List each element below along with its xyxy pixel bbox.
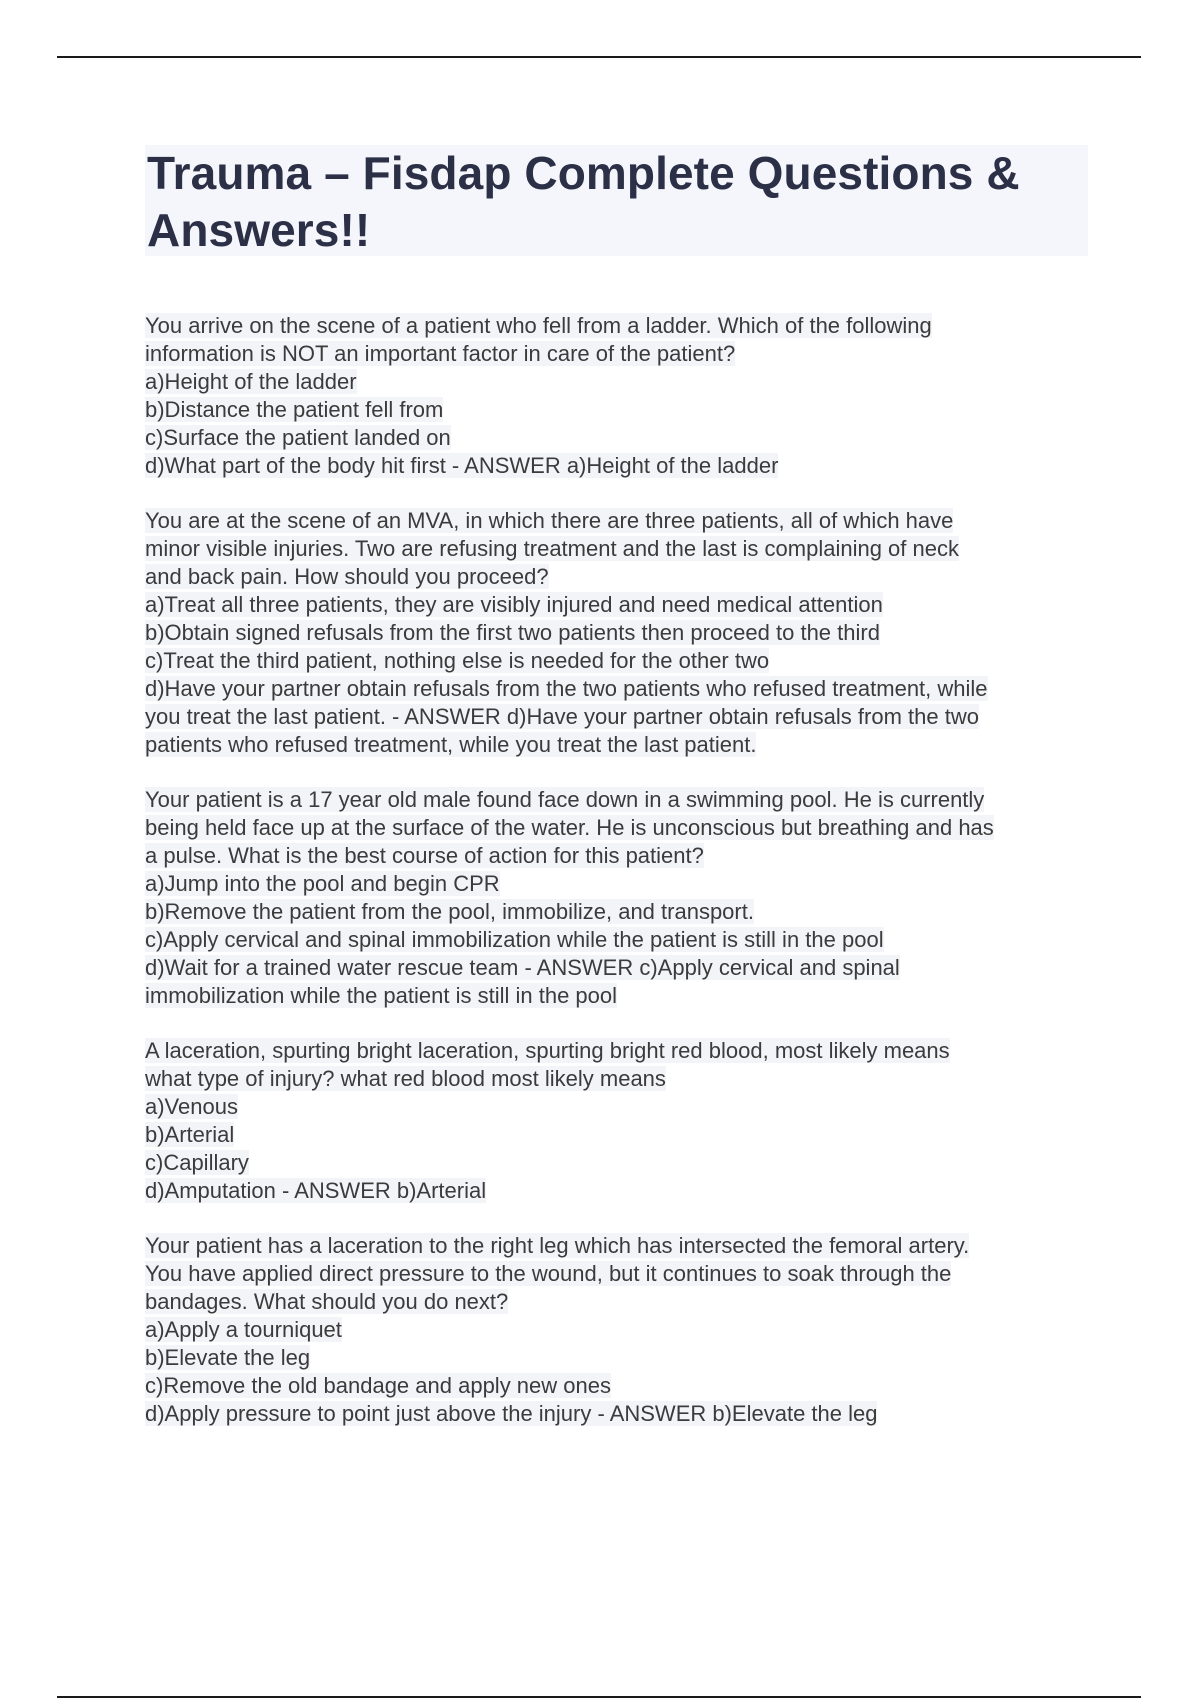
text-line: You are at the scene of an MVA, in which there are three patients, all of which have [145, 508, 954, 533]
text-line: minor visible injuries. Two are refusing treatment and the last is complaining of neck [145, 536, 959, 561]
option-line: b)Obtain signed refusals from the first two patients then proceed to the third [145, 620, 880, 645]
text-line: being held face up at the surface of the water. He is unconscious but breathing and has [145, 815, 994, 840]
top-rule [57, 56, 1141, 58]
text-line: a pulse. What is the best course of action for this patient? [145, 843, 704, 868]
text-line: Your patient has a laceration to the right leg which has intersected the femoral artery. [145, 1233, 970, 1258]
option-line: c)Surface the patient landed on [145, 425, 451, 450]
question-block [145, 786, 1105, 1010]
answer-line: you treat the last patient. - ANSWER d)Have your partner obtain refusals from the two [145, 704, 979, 729]
bottom-rule [57, 1696, 1141, 1698]
option-line: b)Arterial [145, 1122, 235, 1147]
answer-line: d)Apply pressure to point just above the injury - ANSWER b)Elevate the leg [145, 1401, 878, 1426]
question-block [145, 312, 1105, 480]
answer-line: patients who refused treatment, while you treat the last patient. [145, 732, 757, 757]
text-line: You have applied direct pressure to the wound, but it continues to soak through the [145, 1261, 952, 1286]
title-line: Trauma – Fisdap Complete Questions & [147, 147, 1020, 199]
option-line: c)Apply cervical and spinal immobilization while the patient is still in the pool [145, 927, 884, 952]
option-line: b)Remove the patient from the pool, immobilize, and transport. [145, 899, 754, 924]
questions-body [145, 312, 1105, 1455]
answer-line: immobilization while the patient is still in the pool [145, 983, 618, 1008]
answer-line: d)Amputation - ANSWER b)Arterial [145, 1178, 487, 1203]
question-block [145, 507, 1105, 759]
text-line: information is NOT an important factor in care of the patient? [145, 341, 736, 366]
text-line: A laceration, spurting bright laceration, spurting bright red blood, most likely means [145, 1038, 950, 1063]
option-line: a)Jump into the pool and begin CPR [145, 871, 500, 896]
option-line: b)Distance the patient fell from [145, 397, 444, 422]
answer-line: d)What part of the body hit first - ANSWER a)Height of the ladder [145, 453, 779, 478]
option-line: a)Apply a tourniquet [145, 1317, 342, 1342]
text-line: what type of injury? what red blood most likely means [145, 1066, 666, 1091]
text-line: Your patient is a 17 year old male found face down in a swimming pool. He is currently [145, 787, 985, 812]
option-line: c)Capillary [145, 1150, 249, 1175]
title-line: Answers!! [147, 204, 371, 256]
text-line: and back pain. How should you proceed? [145, 564, 549, 589]
text-line: You arrive on the scene of a patient who fell from a ladder. Which of the following [145, 313, 932, 338]
option-line: a)Venous [145, 1094, 238, 1119]
option-line: a)Height of the ladder [145, 369, 357, 394]
option-line: a)Treat all three patients, they are visibly injured and need medical attention [145, 592, 883, 617]
option-line: c)Treat the third patient, nothing else is needed for the other two [145, 648, 770, 673]
answer-line: d)Wait for a trained water rescue team - ANSWER c)Apply cervical and spinal [145, 955, 900, 980]
question-block [145, 1037, 1105, 1205]
option-line: d)Have your partner obtain refusals from the two patients who refused treatment, while [145, 676, 988, 701]
page-title [145, 145, 1088, 259]
text-line: bandages. What should you do next? [145, 1289, 509, 1314]
title-block [145, 145, 1088, 256]
question-block [145, 1232, 1105, 1428]
option-line: c)Remove the old bandage and apply new ones [145, 1373, 611, 1398]
option-line: b)Elevate the leg [145, 1345, 311, 1370]
